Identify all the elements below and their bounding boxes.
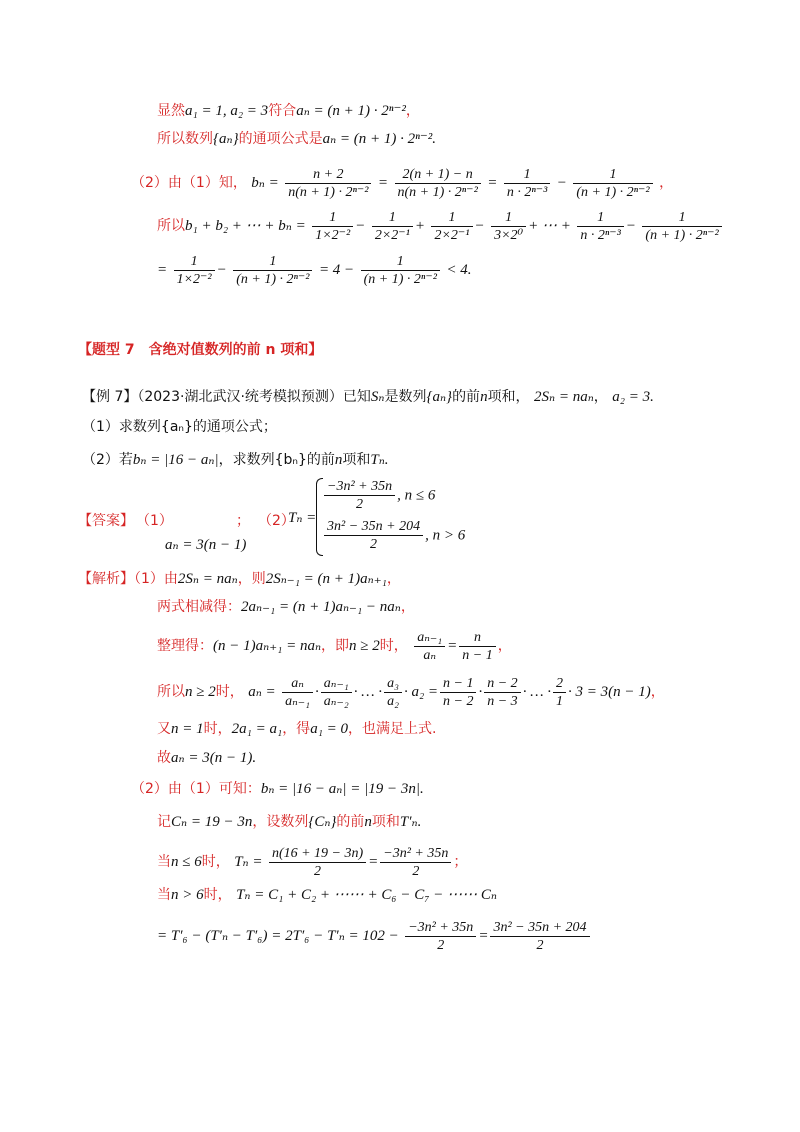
fraction: $\frac{n}{n - 1}$ xyxy=(459,629,495,664)
analysis-line-6 xyxy=(157,748,256,768)
answer-1-formula: aₙ = 3(n − 1) xyxy=(165,537,247,553)
line-sum: 所以b₁ + b₂ + ⋯ + bₙ = $\frac{1}{\text{1×2⁻²}}$ − $\frac{1}{\text{2×2⁻¹}}$ + $\frac{1}{\text{2×2⁻¹}}$ − $\frac{1}{\text{3×2⁰}}$ + ⋯ + $\frac{1}{\text{n · 2ⁿ⁻³}}$ − $\frac{1}{\text{(n + 1) · 2ⁿ⁻²}}$ xyxy=(157,206,724,246)
text: ，则 xyxy=(237,571,266,587)
fraction: $\frac{\text{−3n² + 35n}}{2}$ xyxy=(324,478,395,513)
math: n ≥ 2 xyxy=(185,684,216,700)
math: = 4 − xyxy=(318,262,355,278)
math: n ≥ 2 xyxy=(349,638,380,654)
math: < 4. xyxy=(446,262,472,278)
line-sum-result: = $\frac{1}{\text{1×2⁻²}}$ − $\frac{1}{\text{(n + 1) · 2ⁿ⁻²}}$ = 4 − $\frac{1}{\text{(n + 1) · 2ⁿ⁻²}}$ < 4. xyxy=(157,253,472,287)
math: bₙ = |16 − aₙ| xyxy=(132,452,219,468)
math: + ⋯ + xyxy=(528,218,571,234)
math: bₙ = |16 − aₙ| = |19 − 3n| xyxy=(260,781,420,797)
text: ，求数列{bₙ}的前 xyxy=(218,452,335,468)
text: （1）由 xyxy=(134,571,178,587)
analysis-line-5 xyxy=(157,719,436,739)
math: n xyxy=(364,814,372,830)
text: . xyxy=(252,750,257,766)
math: Sₙ xyxy=(370,389,385,405)
text: ，即 xyxy=(321,638,350,654)
math: aₙ = (n + 1) · 2ⁿ⁻² xyxy=(296,103,406,119)
math: T′ₙ xyxy=(399,814,418,830)
text: ， xyxy=(497,638,512,654)
fraction: $\frac{1}{\text{n · 2ⁿ⁻³}}$ xyxy=(577,209,624,244)
equals: = xyxy=(478,928,489,944)
math: {Cₙ} xyxy=(308,814,337,830)
analysis-line-9 xyxy=(157,842,467,882)
text: 当 xyxy=(157,887,171,903)
math: n > 6 xyxy=(171,887,204,903)
text: 时， xyxy=(215,684,244,700)
math: (n − 1)aₙ₊₁ = naₙ xyxy=(213,638,322,654)
math: 2Sₙ = naₙ xyxy=(534,389,594,405)
math: a₁ = 1, a₂ = 3 xyxy=(185,103,269,119)
fraction: $\frac{n - 1}{n - 2}$ xyxy=(440,675,476,710)
text: 是数列 xyxy=(384,389,427,405)
text: ； xyxy=(453,854,468,870)
fraction: $\frac{\text{3n² − 35n + 204}}{2}$ xyxy=(490,919,589,954)
text: ，设数列 xyxy=(252,814,309,830)
dots: · … · xyxy=(353,684,383,700)
text: . xyxy=(384,452,389,468)
text: ，也满足上式. xyxy=(348,721,437,737)
fraction: $\frac{n - 2}{n - 3}$ xyxy=(484,675,520,710)
equals: = xyxy=(447,638,458,654)
answer-case-1 xyxy=(322,478,435,513)
fraction: $\frac{\text{aₙ₋₁}}{\text{aₙ}}$ xyxy=(414,629,445,664)
minus: − xyxy=(556,175,567,191)
text: 所以数列 xyxy=(157,131,213,147)
text: . xyxy=(419,781,424,797)
math: a₁ = 0 xyxy=(310,721,349,737)
fraction: $\frac{1}{\text{(n + 1) · 2ⁿ⁻²}}$ xyxy=(573,166,652,201)
math: aₙ = xyxy=(248,684,276,700)
math: Tₙ = xyxy=(234,854,263,870)
example-label: 【例 7】 xyxy=(82,389,138,405)
text: 整理得： xyxy=(157,638,213,654)
text: 时， xyxy=(203,887,232,903)
condition: , n ≤ 6 xyxy=(397,487,436,504)
text: 记 xyxy=(157,814,171,830)
text: 的前 xyxy=(336,814,365,830)
text: （2）若 xyxy=(82,452,133,468)
answer-case-2 xyxy=(322,518,465,553)
equals: = xyxy=(368,854,379,870)
text: 的通项公式是 xyxy=(238,131,323,147)
line-general-term xyxy=(157,129,436,149)
text: 当 xyxy=(157,854,171,870)
math: · a₂ = xyxy=(403,684,439,700)
fraction: $\frac{1}{\text{n · 2ⁿ⁻³}}$ xyxy=(504,166,551,201)
fraction: $\frac{\text{a₃}}{\text{a₂}}$ xyxy=(384,675,402,710)
text: （2）由（1）可知： xyxy=(131,781,261,797)
math: n = 1 xyxy=(171,721,204,737)
line-bn xyxy=(131,163,673,203)
math: aₙ = (n + 1) · 2ⁿ⁻² xyxy=(322,131,433,147)
text: 所以 xyxy=(157,218,185,234)
text: 所以 xyxy=(157,684,185,700)
section-title: 【题型 7 含绝对值数列的前 n 项和】 xyxy=(78,342,323,358)
condition: , n > 6 xyxy=(425,527,466,544)
math: b₁ + b₂ + ⋯ + bₙ = xyxy=(185,218,306,234)
math: · 3 = 3(n − 1) xyxy=(568,684,651,700)
example-statement xyxy=(82,387,654,407)
text: 时， xyxy=(203,721,232,737)
text: 项和 xyxy=(371,814,400,830)
text: 符合 xyxy=(268,103,297,119)
math: Tₙ = C₁ + C₂ + ⋯⋯ + C₆ − C₇ − ⋯⋯ Cₙ xyxy=(236,887,497,903)
analysis-line-2 xyxy=(157,597,415,617)
fraction: $\frac{1}{\text{(n + 1) · 2ⁿ⁻²}}$ xyxy=(233,253,312,288)
text: ， xyxy=(405,103,420,119)
math: 2aₙ₋₁ = (n + 1)aₙ₋₁ − naₙ xyxy=(241,599,401,615)
analysis-line-10 xyxy=(157,885,497,905)
analysis-line-3 xyxy=(157,626,512,666)
text: 项和 xyxy=(342,452,371,468)
text: 又 xyxy=(157,721,171,737)
fraction: $\frac{1}{\text{1×2⁻²}}$ xyxy=(174,253,215,288)
text: 故 xyxy=(157,750,171,766)
equals: = xyxy=(377,175,389,191)
question-1: （1）求数列{aₙ}的通项公式； xyxy=(82,419,277,435)
fraction: $\frac{\text{−3n² + 35n}}{2}$ xyxy=(405,919,476,954)
fraction: $\frac{2}{1}$ xyxy=(553,675,566,710)
text: （1） xyxy=(136,513,173,529)
text: . xyxy=(417,814,422,830)
text: ， xyxy=(386,571,401,587)
analysis-line-4: 所以n ≥ 2时， aₙ = $\frac{\text{aₙ}}{\text{aₙ₋₁}}$ · $\frac{\text{aₙ₋₁}}{\text{aₙ₋₂}}$ · … · $\frac{\text{a₃}}{\text{a₂}}$ · a₂ = $\frac{n - 1}{n - 2}$ · $\frac{n - 2}{n - 3}$ · … · $\frac{2}{1}$ · 3 = 3(n − 1)， xyxy=(157,675,665,709)
text: . xyxy=(432,131,437,147)
math: Cₙ = 19 − 3n xyxy=(171,814,253,830)
fraction: $\frac{1}{\text{2×2⁻¹}}$ xyxy=(431,209,472,244)
text: . xyxy=(650,389,654,405)
fraction: $\frac{1}{\text{1×2⁻²}}$ xyxy=(312,209,353,244)
fraction: $\frac{1}{\text{3×2⁰}}$ xyxy=(491,209,526,244)
text: ， xyxy=(650,684,665,700)
fraction: $\frac{\text{aₙ₋₁}}{\text{aₙ₋₂}}$ xyxy=(321,675,352,710)
text: （2） xyxy=(258,513,295,529)
text: 的前 xyxy=(452,389,481,405)
fraction: $\frac{1}{\text{2×2⁻¹}}$ xyxy=(372,209,413,244)
math: n xyxy=(480,389,488,405)
math: Tₙ = xyxy=(288,510,317,526)
equals: = xyxy=(487,175,498,191)
analysis-label: 【解析】 xyxy=(78,571,134,587)
fraction: $\frac{\text{−3n² + 35n}}{2}$ xyxy=(380,845,451,880)
text: （2）由（1）知， xyxy=(131,175,247,191)
fraction: $\frac{n(16 + 19 - 3n)}{2}$ xyxy=(269,845,366,880)
text: 时， xyxy=(201,854,230,870)
fraction: $\frac{2(n + 1) - n}{\text{n(n + 1) · 2ⁿ⁻²}}$ xyxy=(395,166,481,201)
text: 两式相减得： xyxy=(157,599,241,615)
dot: · xyxy=(315,684,319,700)
text: ； xyxy=(236,513,250,529)
math: a₂ = 3 xyxy=(612,389,651,405)
text: ， xyxy=(400,599,415,615)
text: 时， xyxy=(379,638,408,654)
math: Tₙ xyxy=(370,452,385,468)
text: 项和， xyxy=(487,389,530,405)
analysis-line-1 xyxy=(78,569,401,589)
answer-label: 【答案】 xyxy=(78,513,134,529)
analysis-line-8 xyxy=(157,812,421,832)
math: = T′₆ − (T′ₙ − T′₆) = 2T′₆ − T′ₙ = 102 − xyxy=(157,928,399,944)
math: 2Sₙ = naₙ xyxy=(177,571,238,587)
math: n ≤ 6 xyxy=(171,854,202,870)
analysis-line-7 xyxy=(131,779,424,799)
math: aₙ = 3(n − 1) xyxy=(171,750,253,766)
fraction: $\frac{1}{\text{(n + 1) · 2ⁿ⁻²}}$ xyxy=(642,209,721,244)
math: bₙ = xyxy=(251,175,279,191)
math: 2Sₙ₋₁ = (n + 1)aₙ₊₁ xyxy=(265,571,387,587)
question-2 xyxy=(82,450,389,470)
math: {aₙ} xyxy=(426,389,453,405)
text: ，得 xyxy=(282,721,311,737)
fraction: $\frac{\text{3n² − 35n + 204}}{2}$ xyxy=(324,518,423,553)
text: 显然 xyxy=(157,103,185,119)
equals: = xyxy=(157,262,168,278)
text: （2023·湖北武汉·统考模拟预测）已知 xyxy=(137,389,371,405)
line-obvious xyxy=(157,101,420,121)
fraction: $\frac{\text{aₙ}}{\text{aₙ₋₁}}$ xyxy=(282,675,313,710)
text: ， xyxy=(593,389,608,405)
fraction: $\frac{n + 2}{\text{n(n + 1) · 2ⁿ⁻²}}$ xyxy=(285,166,371,201)
math: {aₙ} xyxy=(213,131,239,147)
math: n xyxy=(334,452,343,468)
math: 2a₁ = a₁ xyxy=(231,721,283,737)
analysis-line-11 xyxy=(157,916,592,956)
text: ， xyxy=(659,175,674,191)
fraction: $\frac{1}{\text{(n + 1) · 2ⁿ⁻²}}$ xyxy=(361,253,440,288)
